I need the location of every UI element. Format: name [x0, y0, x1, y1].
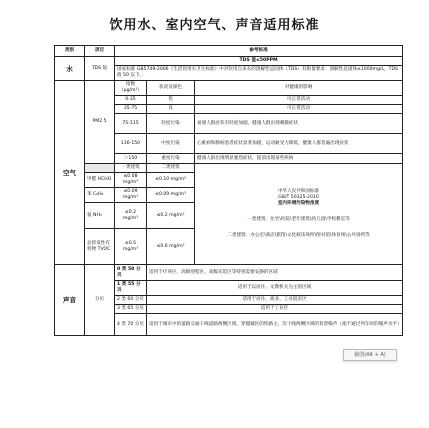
pollutant-name: 甲醛 HCHO — [85, 173, 115, 188]
pm25-status: 优 — [147, 96, 195, 105]
pollutant-class2: ≤0.2 mg/m³ — [147, 203, 195, 229]
sound-level: 2 类 60 分贝 — [115, 296, 147, 305]
pm25-effect: 可正常活动 — [195, 105, 403, 114]
sound-level: 0 类 50 分贝 — [115, 265, 147, 281]
pollutant-class1: ≤0.08 mg/m³ — [115, 173, 147, 188]
sound-desc: 适用于以居住、文教机关为主的区域 — [147, 281, 403, 296]
sound-level: 3 类 65 分贝 — [115, 305, 147, 314]
pm25-effect: 心脏病和肺病患者症状显著加剧，运动耐受力降低，健康人群普遍出现症状 — [195, 134, 403, 154]
pollutant-class1: ≤0.09 mg/m³ — [115, 188, 147, 203]
sound-desc: 适用于工业区 — [147, 305, 403, 314]
header-reference: 参考标准 — [115, 46, 403, 57]
pollutant-name: 总挥发性有机物 TVOC — [85, 229, 115, 265]
sound-category: 声音 — [55, 265, 85, 336]
header-row — [55, 46, 403, 57]
pollutant-class2: ≤0.09 mg/m³ — [147, 188, 195, 203]
pollutant-name: 苯 C₆H₆ — [85, 188, 115, 203]
sound-item: 分贝 — [85, 265, 115, 336]
pollutant-class1: ≤0.2 mg/m³ — [115, 203, 147, 229]
class1-head: 一类建筑 — [115, 164, 147, 173]
pm25-status: 中度污染 — [147, 134, 195, 154]
sound-level: 1 类 55 分贝 — [115, 281, 147, 296]
sound-desc: 适用于居住、商业、工业混杂区 — [147, 296, 403, 305]
regulation-class1: 一类建筑：住宅\医院\老年建筑\幼儿园\学校教室等 — [247, 217, 350, 222]
screenshot-tooltip: 截图(Alt + A) — [343, 349, 397, 361]
header-item: 项目 — [85, 46, 115, 57]
regulation-line2: GB/T 50325-2010 — [278, 195, 319, 200]
water-description: 国家标准 GB5749-2006《生活饮用水卫生标准》中对饮用自来水的溶解性总固体（TDS）有限量要求：溶解性总固体≤1000mg/L，TDS 值 50 以下。 — [115, 66, 403, 81]
pm25-effect: 健康人群出现明显强烈症状，提前出现某些疾病 — [195, 154, 403, 164]
pollutant-class1: ≤0.5 mg/m³ — [115, 229, 147, 265]
pm25-status: 轻度污染 — [147, 114, 195, 134]
pollutant-name: 氨 NH₃ — [85, 203, 115, 229]
water-standard: TDS 值≤50PPM — [115, 57, 403, 66]
pm25-range: 116-150 — [115, 134, 147, 154]
header-category: 类别 — [55, 46, 85, 57]
page-title: 饮用水、室内空气、声音适用标准 — [109, 18, 320, 33]
regulation-line3: 室内环境污染物浓度 — [277, 201, 320, 206]
regulation-class2: 二类建筑：办公室\商店\旅馆\文化娱乐场所\图书馆\体育场\公共场所等 — [227, 233, 370, 238]
regulation-line1: 中华人民共和国标准 — [277, 189, 320, 194]
pm25-range: 35-75 — [115, 105, 147, 114]
sound-desc: 适用于疗养区、高级别墅区、高级宾馆区等特别需要安静的区域 — [147, 265, 403, 281]
water-item: TDS 值 — [85, 57, 115, 81]
pm25-status: 重度污染 — [147, 154, 195, 164]
pollutant-class2: ≤0.10 mg/m³ — [147, 173, 195, 188]
water-category: 水 — [55, 57, 85, 81]
pm25-effect-head: 对健康的影响 — [195, 81, 403, 96]
pollutant-class2: ≤0.6 mg/m³ — [147, 229, 195, 265]
pm25-status-head: 状况及颜色 — [147, 81, 195, 96]
sound-desc: 适用于城市中的道路交通干线道路两侧区域，穿越城区的铁路主、次干线两侧区域的背景噪声（指不通过列车时的噪声水平） — [147, 314, 403, 336]
pm25-status: 良 — [147, 105, 195, 114]
pm25-range: 75-115 — [115, 114, 147, 134]
standards-table — [54, 45, 403, 336]
pm25-item: PM2.5 — [85, 81, 115, 164]
pm25-effect: 可正常活动 — [195, 96, 403, 105]
air-category: 空气 — [55, 81, 85, 265]
sound-level: 4 类 70 分贝 — [115, 314, 147, 336]
pm25-index-head: 指数（μg/m³） — [115, 81, 147, 96]
regulation-cell — [195, 164, 403, 265]
pm25-range: ＞150 — [115, 154, 147, 164]
pm25-range: 0-35 — [115, 96, 147, 105]
pm25-effect: 易感人群症状有轻度加剧，健康人群出现刺激症状 — [195, 114, 403, 134]
class2-head: 二类建筑 — [147, 164, 195, 173]
